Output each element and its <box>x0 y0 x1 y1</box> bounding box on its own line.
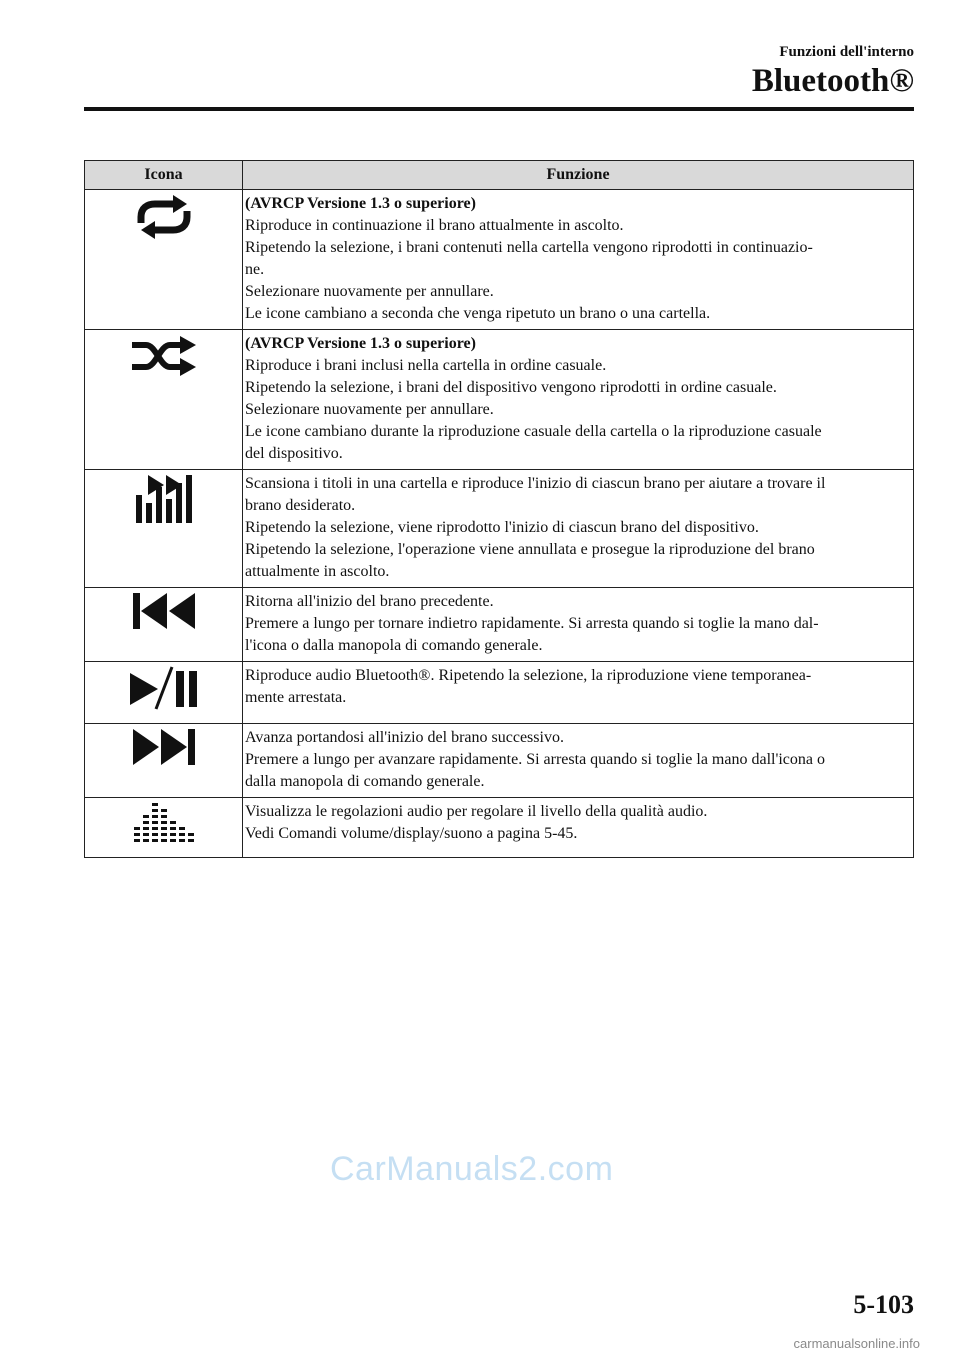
scan-icon <box>134 473 194 525</box>
description-cell <box>243 190 914 330</box>
table-row <box>85 470 914 588</box>
description-heading: (AVRCP Versione 1.3 o superiore) <box>245 335 476 352</box>
description-line: Premere a lungo per tornare indietro rapidamente. Si arresta quando si toglie la mano dal- <box>245 615 819 632</box>
description-line: Visualizza le regolazioni audio per regolare il livello della qualità audio. <box>245 803 708 820</box>
column-header-icon: Icona <box>85 161 243 190</box>
description-line: Riproduce i brani inclusi nella cartella in ordine casuale. <box>245 357 607 374</box>
icon-cell <box>85 330 243 470</box>
table-header-row <box>85 161 914 190</box>
description-cell <box>243 662 914 724</box>
description-line: Selezionare nuovamente per annullare. <box>245 283 494 300</box>
table-row <box>85 724 914 798</box>
description-line: Vedi Comandi volume/display/suono a pagina 5-45. <box>245 825 578 842</box>
description-cell <box>243 588 914 662</box>
description-line: Avanza portandosi all'inizio del brano successivo. <box>245 729 564 746</box>
description-line: Le icone cambiano durante la riproduzione casuale della cartella o la riproduzione casuale <box>245 423 822 440</box>
table-row <box>85 190 914 330</box>
description-line: dalla manopola di comando generale. <box>245 773 485 790</box>
footer-site-link[interactable]: carmanualsonline.info <box>793 1336 920 1351</box>
description-line: brano desiderato. <box>245 497 356 514</box>
description-line: Riproduce in continuazione il brano attualmente in ascolto. <box>245 217 624 234</box>
chapter-title: Bluetooth® <box>751 63 914 99</box>
icon-cell <box>85 470 243 588</box>
page-number: 5-103 <box>853 1290 914 1319</box>
icon-cell <box>85 190 243 330</box>
description-line: Ripetendo la selezione, viene riprodotto l'inizio di ciascun brano del dispositivo. <box>245 519 759 536</box>
description-line: Ripetendo la selezione, i brani del dispositivo vengono riprodotti in ordine casuale. <box>245 379 777 396</box>
description-line: Riproduce audio Bluetooth®. Ripetendo la selezione, la riproduzione viene temporanea- <box>245 667 812 684</box>
icon-cell <box>85 588 243 662</box>
repeat-icon <box>129 193 199 241</box>
description-line: ne. <box>245 261 265 278</box>
description-line: Ritorna all'inizio del brano precedente. <box>245 593 494 610</box>
description-line: l'icona o dalla manopola di comando generale. <box>245 637 543 654</box>
description-line: Ripetendo la selezione, l'operazione viene annullata e prosegue la riproduzione del brano <box>245 541 815 558</box>
play-pause-icon <box>128 665 200 711</box>
icon-cell <box>85 724 243 798</box>
watermark: CarManuals2.com <box>330 1150 614 1188</box>
column-header-function: Funzione <box>243 161 914 190</box>
description-line: attualmente in ascolto. <box>245 563 390 580</box>
description-line: Selezionare nuovamente per annullare. <box>245 401 494 418</box>
skip-next-icon <box>131 727 197 767</box>
table-row <box>85 588 914 662</box>
description-cell <box>243 470 914 588</box>
description-cell <box>243 330 914 470</box>
section-title: Funzioni dell'interno <box>779 44 914 60</box>
equalizer-icon <box>134 801 194 847</box>
description-cell <box>243 724 914 798</box>
description-heading: (AVRCP Versione 1.3 o superiore) <box>245 195 476 212</box>
function-table <box>84 160 914 858</box>
table-row <box>85 798 914 858</box>
description-cell <box>243 798 914 858</box>
description-line: Scansiona i titoli in una cartella e riproduce l'inizio di ciascun brano per aiutare a trovare il <box>245 475 826 492</box>
icon-cell <box>85 662 243 724</box>
table-row <box>85 330 914 470</box>
header-rule <box>84 107 914 111</box>
description-line: Ripetendo la selezione, i brani contenuti nella cartella vengono riprodotti in continuazio- <box>245 239 813 256</box>
table-row <box>85 662 914 724</box>
description-line: Le icone cambiano a seconda che venga ripetuto un brano o una cartella. <box>245 305 711 322</box>
description-line: mente arrestata. <box>245 689 347 706</box>
description-line: Premere a lungo per avanzare rapidamente. Si arresta quando si toglie la mano dall'icona o <box>245 751 825 768</box>
description-line: del dispositivo. <box>245 445 343 462</box>
skip-previous-icon <box>131 591 197 631</box>
shuffle-icon <box>128 333 200 379</box>
icon-cell <box>85 798 243 858</box>
